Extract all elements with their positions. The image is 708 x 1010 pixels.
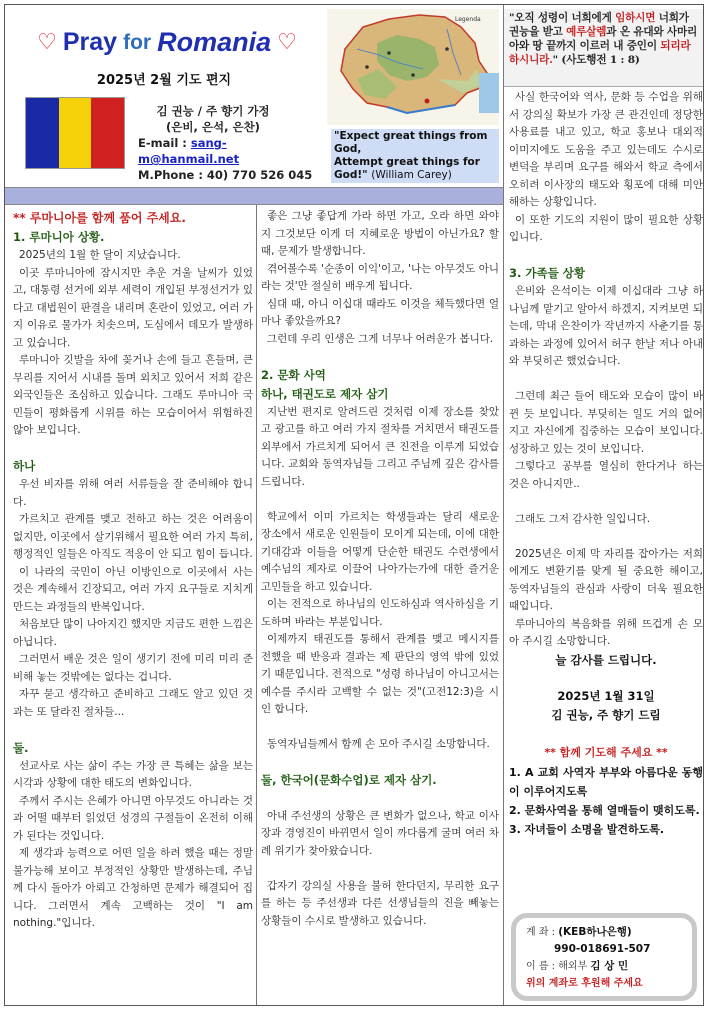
account-number: 990-018691-507 bbox=[554, 943, 651, 955]
title-romania: Romania bbox=[157, 27, 272, 57]
prayer-request-item: 2. 문화사역을 통해 열매들이 맺히도록. bbox=[509, 803, 700, 817]
newsletter-title bbox=[19, 27, 315, 58]
paragraph: 동역자님들께서 함께 손 모아 주시길 소망합니다. bbox=[267, 738, 490, 750]
email-link[interactable]: sang-m@hanmail.net bbox=[138, 136, 240, 166]
section-title: 2. 문화 사역 bbox=[261, 367, 326, 382]
scripture-verse bbox=[503, 9, 704, 87]
scripture-reference: " (사도행전 1 : 8) bbox=[552, 54, 640, 66]
quote-author: (William Carey) bbox=[371, 169, 452, 181]
romania-flag bbox=[25, 97, 125, 169]
letter-date: 2025년 1월 31일 bbox=[557, 689, 655, 703]
heart-icon: ♡ bbox=[277, 29, 297, 55]
prayer-requests-heading: ** 함께 기도해 주세요 ** bbox=[544, 745, 668, 759]
account-holder-label: 이 름 : bbox=[526, 961, 559, 972]
prayer-request-item: 3. 자녀들이 소명을 발견하도록. bbox=[509, 822, 665, 836]
family-name: 김 권능 / 주 향기 가정 bbox=[156, 104, 270, 118]
scripture-text: "오직 성령이 너희에게 bbox=[509, 12, 616, 24]
newsletter-subtitle: 2025년 2월 기도 편지 bbox=[96, 73, 232, 88]
column-2 bbox=[261, 208, 499, 998]
romania-map bbox=[327, 9, 499, 125]
donation-account-box bbox=[511, 913, 697, 1001]
paragraph: 루마니아 깃발을 차에 꽂거나 손에 들고 흔들며, 큰 무리를 지어서 시내를 돌며 외치고 있어서 저희 같은 외국인들은 조심하고 있습니다. 그래도 루마니아 국민들이 평화롭게 시위를 하는 모습이어서 위험하진 않아 보입니다. bbox=[13, 354, 253, 436]
column-divider bbox=[503, 5, 504, 1006]
newsletter-page bbox=[4, 4, 704, 1006]
scripture-text: 너희가 권능을 받고 bbox=[509, 12, 689, 38]
paragraph: 좋은 그냥 좋답게 가라 하면 가고, 오라 하면 와야지 그것보단 이게 더 지혜로운 방법이 아닌가요? 할 때, 문제가 발생합니다. bbox=[261, 210, 499, 257]
paragraph: 겪어볼수록 '순종이 이익'이고, '나는 아무것도 아니라는 것'만 절실히 배우게 됩니다. bbox=[261, 262, 499, 292]
paragraph: 루마니아의 복음화를 위해 뜨겁게 손 모아 주시길 소망합니다. bbox=[509, 617, 703, 647]
paragraph: 학교에서 이미 가르치는 학생들과는 달리 새로운 장소에서 새로운 인원들이 모이게 되는데, 이에 대한 기대감과 이들을 어떻게 단순한 태권도 수련생에서 예수님의 제자로 이끌어 나아가는가에 대한 즐거운 고민들을 하고 있습니다. bbox=[261, 510, 499, 593]
main-heading: ** 루마니아를 함께 품어 주세요. bbox=[13, 211, 186, 225]
paragraph: 주께서 주시는 은혜가 아니면 아무것도 아니라는 것과 어떨 때부터 읽었던 성경의 구절들이 온전히 이해가 된다는 것입니다. bbox=[13, 794, 253, 842]
header-divider-bar bbox=[5, 187, 503, 205]
paragraph: 자꾸 묻고 생각하고 준비하고 그래도 알고 있던 것과는 또 달라진 절차들... bbox=[13, 688, 253, 718]
paragraph: 그러면서 배운 것은 일이 생기기 전에 미리 미리 준비해 놓는 것밖에는 없다는 겁니다. bbox=[13, 653, 253, 683]
paragraph: 그런데 최근 들어 태도와 모습이 많이 바뀐 듯 보입니다. 부딪히는 일도 거의 없어지고 자신에게 집중하는 모습이 보입니다. 성장하고 있는 것이 보입니다. bbox=[509, 390, 703, 455]
prayer-request-item: 1. A 교회 사역자 부부와 아름다운 동행이 이루어지도록 bbox=[509, 765, 703, 798]
scripture-highlight: 임하시면 bbox=[615, 12, 656, 24]
quote-line-1: "Expect great things from God, bbox=[334, 130, 488, 155]
paragraph: 심대 때, 아니 이십대 때라도 이것을 체득했다면 얼마나 좋았을까요? bbox=[261, 297, 499, 327]
paragraph: 그런데 우리 인생은 그게 너무나 어려운가 봅니다. bbox=[267, 332, 494, 345]
paragraph: 우선 비자를 위해 여러 서류들을 잘 준비해야 합니다. bbox=[13, 478, 253, 508]
header bbox=[5, 5, 323, 183]
children-names: (은비, 은석, 은찬) bbox=[166, 120, 260, 134]
paragraph: 아내 주선생의 상황은 큰 변화가 없으나, 학교 이사장과 경영진이 바뀌면서 일이 까다롭게 굴며 여러 차례 위기가 찾아왔습니다. bbox=[261, 809, 499, 857]
paragraph: 지난번 편지로 알려드린 것처럼 이제 장소를 찾았고 광고를 하고 여러 가지 절차를 거치면서 태권도를 외부에서 가르치게 되어서 큰 진전을 이루게 되었습니다. 교회와 동역자님들 그리고 주님께 깊은 감사를 드립니다. bbox=[261, 405, 499, 488]
paragraph: 선교사로 사는 삶이 주는 가장 큰 특혜는 삶을 보는 시각과 상황에 대한 태도의 변화입니다. bbox=[13, 759, 253, 789]
email-label: E-mail : bbox=[138, 136, 191, 150]
carey-quote bbox=[331, 129, 499, 183]
paragraph: 갑자기 강의실 사용을 불허 한다던지, 무리한 요구를 하는 등 주선생과 다른 선생님들의 진을 빼놓는 상황들이 수시로 발생하고 있습니다. bbox=[261, 879, 499, 927]
account-holder-name: 김 상 민 bbox=[590, 960, 629, 972]
title-for: for bbox=[123, 30, 152, 54]
paragraph: 은비와 은석이는 이제 이십대라 그냥 하나님께 맡기고 알아서 하겠지, 지켜보면 되는데, 막내 은찬이가 작년까지 사춘기를 통과하는 과정에 있어서 허구 한날 저나 아내와 부딪히곤 했었습니다. bbox=[509, 285, 703, 367]
section-title: 1. 루마니아 상황. bbox=[13, 230, 105, 244]
paragraph: 그렇다고 공부를 열심히 한다거나 하는 것은 아니지만.. bbox=[509, 460, 703, 490]
column-1 bbox=[13, 208, 253, 998]
account-holder-prefix: 해외부 bbox=[558, 961, 591, 972]
section-subtitle: 하나, 태권도로 제자 삼기 bbox=[261, 386, 389, 401]
heart-icon: ♡ bbox=[37, 29, 57, 55]
donation-request: 위의 계좌로 후원해 주세요 bbox=[526, 978, 643, 989]
section-title: 3. 가족들 상황 bbox=[509, 266, 585, 280]
scripture-highlight: 예루살렘 bbox=[566, 26, 607, 38]
quote-line-2: Attempt great things for God!" bbox=[334, 156, 480, 181]
phone-number: M.Phone : 40) 770 526 045 bbox=[138, 168, 313, 182]
thanks-line: 늘 감사를 드립니다. bbox=[555, 652, 657, 667]
paragraph: 이제까지 태권도를 통해서 관계를 맺고 메시지를 전했을 때 반응과 결과는 제 판단의 영역 밖에 있었기 때문입니다. 전적으로 "성령 하나님이 아니고서는 예수를 주시라 고백할 수 없는 것"(고전12:3)을 시인 합니다. bbox=[261, 633, 499, 715]
scripture-highlight: 되리라 하시니라. bbox=[509, 40, 691, 66]
scripture-text: 과 온 유대와 사마리아와 땅 끝까지 이르러 내 증인이 bbox=[509, 26, 698, 52]
paragraph: 2025년의 1월 한 달이 지났습니다. bbox=[19, 249, 181, 261]
title-pray: Pray bbox=[62, 28, 118, 56]
account-label: 계 좌 : bbox=[526, 927, 559, 938]
paragraph: 이 나라의 국민이 아닌 이방인으로 이곳에서 사는 것은 계속해서 긴장되고, 여러 가지 요구들로 지치게 만드는 과정들의 반복입니다. bbox=[13, 565, 253, 613]
contact-info bbox=[138, 103, 323, 183]
paragraph: 이는 전적으로 하나님의 인도하심과 역사하심을 기도하며 바라는 부분입니다. bbox=[261, 598, 499, 628]
map-legend-label: Legenda bbox=[455, 16, 481, 23]
paragraph: 2025년은 이제 막 자리를 잡아가는 저희에게도 변환기를 맞게 될 중요한 해이고, 동역자님들의 관심과 사랑이 더욱 필요한 때입니다. bbox=[509, 547, 703, 612]
column-3 bbox=[509, 89, 703, 909]
section-title: 둘, 한국어(문화수업)로 제자 삼기. bbox=[261, 773, 437, 787]
section-title: 둘. bbox=[13, 740, 29, 755]
signature: 김 권능, 주 향기 드림 bbox=[551, 708, 661, 722]
paragraph: 이곳 루마니아에 잠시지만 추운 겨울 날씨가 있었고, 대통령 선거에 외부 세력이 개입된 부정선거가 있다고 대법원이 판결을 내리며 혼란이 있었고, 여러 가지 이유로 물가가 치솟으며, 도심에서 데모가 발생하고 있습니다. bbox=[13, 266, 253, 349]
paragraph: 가르치고 관계를 맺고 전하고 하는 것은 어려움이 없지만, 이곳에서 살기위해서 필요한 여러 가지 특히, 행정적인 일들은 아직도 적응이 안 되고 힘이 듭니다. bbox=[13, 513, 253, 560]
paragraph: 사실 한국어와 역사, 문화 등 수업을 위해서 강의실 확보가 가장 큰 관건인데 정당한 사용료를 내고 있고, 학교 홍보나 대외적 이미지에도 도움을 주고 있는데도 수시로 변덕을 부리며 요구를 해와서 학교 측에서 오히려 이사장의 태도와 횡포에 대해 미안해하는 상황입니다. bbox=[509, 91, 703, 208]
column-divider bbox=[256, 205, 257, 1005]
bank-name: (KEB하나은행) bbox=[558, 926, 632, 938]
paragraph: 그래도 그저 감사한 일입니다. bbox=[515, 512, 651, 525]
paragraph: 처음보단 많이 나아지긴 했지만 지금도 편한 느낌은 아닙니다. bbox=[13, 618, 253, 648]
section-title: 하나 bbox=[13, 459, 36, 473]
paragraph: 제 생각과 능력으로 어떤 일을 하려 했을 때는 정말 불가능해 보이고 부정적인 상황만 발생하는데, 주님께 다시 돌아가 아뢰고 간청하면 문제가 해결되어 집니다. 그러면서 계속 고백하는 것이 "I am nothing."입니다. bbox=[13, 847, 253, 929]
paragraph: 이 또한 기도의 지원이 많이 필요한 상황입니다. bbox=[509, 213, 703, 243]
